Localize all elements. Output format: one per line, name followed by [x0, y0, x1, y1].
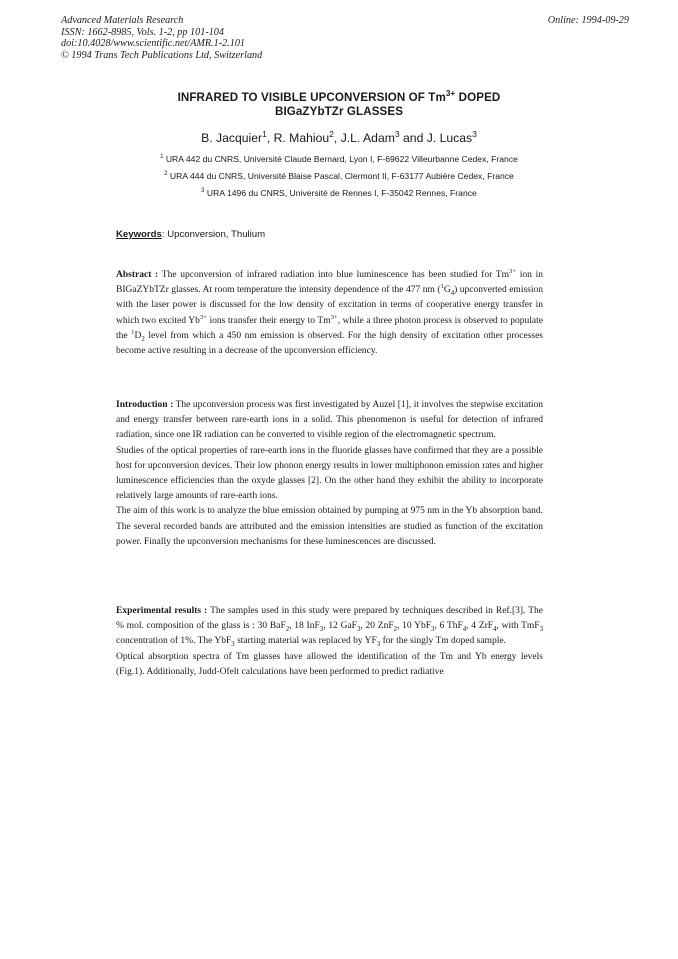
intro-paragraph: Introduction : The upconversion process was first investigated by Auzel [1], it involves the stepwise excitation and energy transfer between rare-earth ions in a solid. This phenomenon is useful for detection of infrared radiation, since one IR radiation can be converted to visible region of the electromagnetic spectrum.	[116, 400, 543, 441]
issn-line: ISSN: 1662-8985, Vols. 1-2, pp 101-104	[61, 26, 224, 38]
experimental-section	[116, 604, 543, 680]
paper-title	[0, 91, 678, 119]
introduction-label: Introduction :	[116, 400, 174, 410]
affiliation: $^1$ URA 442 du CNRS, Université Claude Bernard, Lyon I, F-69622 Villeurbanne Cedex, France	[160, 154, 518, 164]
author: B. Jacquier$^1$	[201, 128, 267, 145]
abstract-label: Abstract :	[116, 270, 159, 280]
affiliation: $^3$ URA 1496 du CNRS, Université de Rennes I, F-35042 Rennes, France	[201, 188, 477, 198]
journal-name: Advanced Materials Research	[61, 15, 184, 26]
experimental-paragraph: Optical absorption spectra of Tm glasses have allowed the identification of the Tm and Yb energy levels (Fig.1). Additionally, Judd-Ofelt calculations have been performed to predict radiative	[116, 651, 543, 677]
intro-paragraph: Studies of the optical properties of rare-earth ions in the fluoride glasses have confirmed that they are a possible host for upconversion devices. Their low phonon energy results in lower multiphonon emission rates and higher luminescence efficiencies than the oxyde glasses [2]. On the other hand they exhibit the ability to incorporate relatively large amounts of rare-earth ions.	[116, 445, 543, 502]
author-list: B. Jacquier$^1$, R. Mahiou$^2$, J.L. Adam$^3$ and J. Lucas$^3$	[201, 128, 477, 145]
author: R. Mahiou$^2$	[273, 128, 334, 145]
keywords-label: Keywords	[116, 229, 162, 240]
affiliation: $^2$ URA 444 du CNRS, Université Blaise Pascal, Clermont II, F-63177 Aubière Cedex, France	[164, 171, 514, 181]
abstract: Abstract : The upconversion of infrared radiation into blue luminescence has been studied for $Tm^{3+}$ ion in BIGaZYbTZr glasses. At room temperature the intensity dependence of the 477 nm $(^1G_4)$ upconverted emission with the laser power is discussed for the low density of excitation in terms of cooperative energy transfer in which two excited $Yb^{3+}$ ions transfer their energy to $Tm^{3+}$, while a three photon process is observed to populate the $^1D_2$ level from which a 450 nm emission is observed. For the high density of excitation other processes become active resulting in a decrease of the upconversion efficiency.	[116, 267, 544, 357]
copyright-line: © 1994 Trans Tech Publications Ltd, Switzerland	[61, 49, 263, 61]
introduction-section	[116, 398, 543, 550]
keywords-text: : Upconversion, Thulium	[161, 229, 266, 240]
keywords	[116, 229, 265, 240]
author: J.L. Adam$^3$	[340, 128, 400, 145]
intro-paragraph: The aim of this work is to analyze the blue emission obtained by pumping at 975 nm in the Yb absorption band. The several recorded bands are attributed and the emission intensities are studied as function of the excitation power. Finally the upconversion mechanisms for these luminescences are discussed.	[116, 506, 543, 547]
author: J. Lucas$^3$	[426, 128, 477, 145]
title-line-1: INFRARED TO VISIBLE UPCONVERSION OF $Tm^{3+}$ DOPED	[177, 89, 501, 104]
citation-block	[61, 15, 262, 61]
experimental-label: Experimental results :	[116, 606, 208, 616]
experimental-paragraph: Experimental results : The samples used in this study were prepared by techniques described in Ref.[3]. The % mol. composition of the glass is : 30 BaF$_2$, 18 InF$_3$, 12 GaF$_3$, 20 ZnF$_2$, 10 YbF$_3$, 6 ThF$_4$, 4 ZrF$_4$, with TmF$_3$ concentration of 1%. The YbF$_3$ starting material was replaced by $YF_3$ for the singly Tm doped sample.	[116, 606, 544, 649]
title-line-2: BIGaZYbTZr GLASSES	[274, 105, 404, 118]
doi-line: doi:10.4028/www.scientific.net/AMR.1-2.101	[61, 38, 246, 50]
online-date: Online: 1994-09-29	[547, 15, 629, 26]
